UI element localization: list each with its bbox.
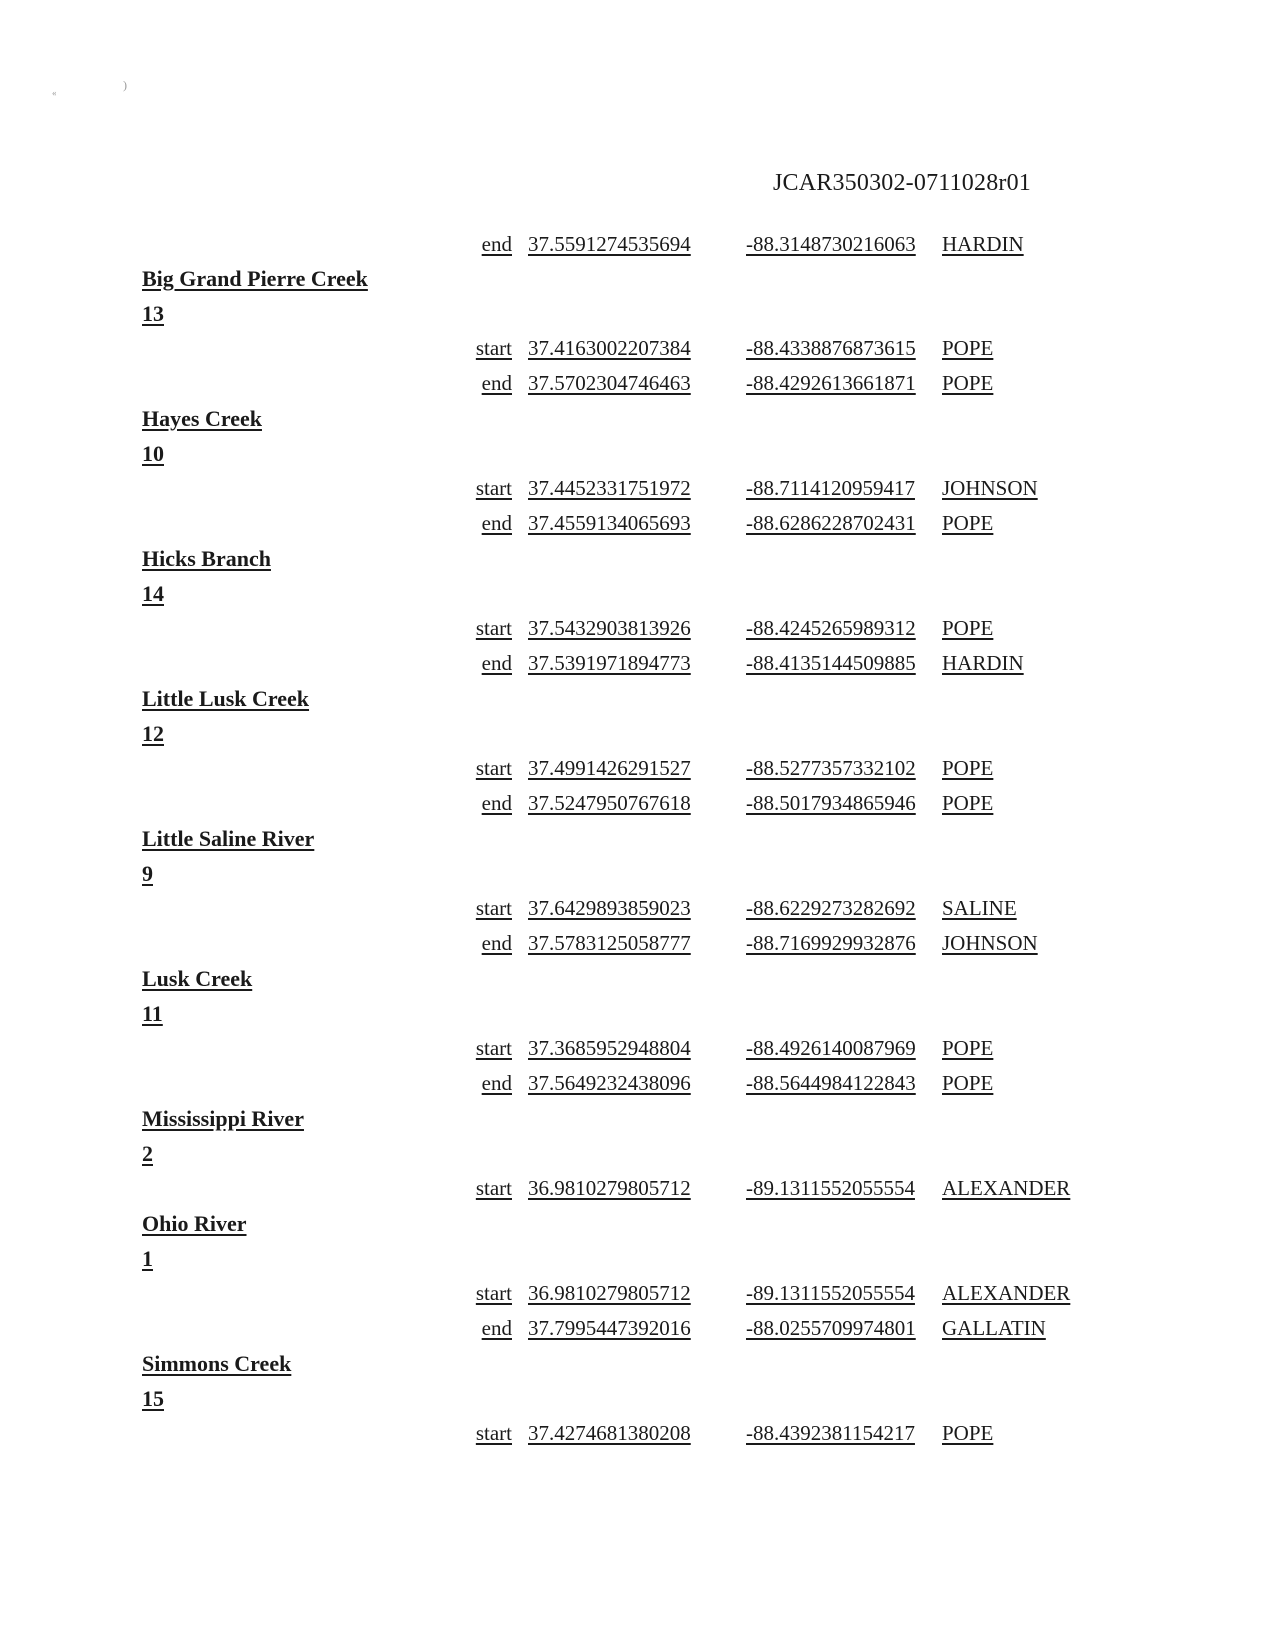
latitude: 37.5783125058777 (528, 931, 691, 955)
longitude: -88.7169929932876 (746, 931, 916, 955)
point-type: start (475, 1036, 512, 1060)
county: POPE (942, 1071, 994, 1095)
latitude: 36.9810279805712 (528, 1281, 691, 1305)
longitude: -89.1311552055554 (746, 1176, 915, 1200)
county: HARDIN (942, 651, 1024, 675)
latitude: 37.4163002207384 (528, 336, 691, 360)
longitude: -89.1311552055554 (746, 1281, 915, 1305)
point-type: start (475, 896, 512, 920)
county: POPE (942, 371, 994, 395)
county: GALLATIN (942, 1316, 1046, 1340)
latitude: 37.5432903813926 (528, 616, 691, 640)
point-type: start (475, 1421, 512, 1445)
stream-id: 14 (142, 581, 164, 606)
latitude: 37.5591274535694 (528, 232, 691, 256)
longitude: -88.4338876873615 (746, 336, 916, 360)
point-row (0, 1316, 1276, 1346)
point-type: start (475, 616, 512, 640)
county: HARDIN (942, 232, 1024, 256)
point-type: end (481, 1316, 512, 1340)
longitude: -88.5644984122843 (746, 1071, 916, 1095)
scan-speck: ) (123, 78, 127, 92)
stream-id: 12 (142, 721, 164, 746)
stream-id: 11 (142, 1001, 163, 1026)
longitude: -88.5017934865946 (746, 791, 916, 815)
point-row (0, 476, 1276, 506)
point-row (0, 1036, 1276, 1066)
point-row (0, 1071, 1276, 1101)
latitude: 37.5702304746463 (528, 371, 691, 395)
latitude: 37.4559134065693 (528, 511, 691, 535)
longitude: -88.4292613661871 (746, 371, 916, 395)
point-type: end (481, 371, 512, 395)
county: POPE (942, 511, 994, 535)
point-row (0, 791, 1276, 821)
stream-name: Lusk Creek (142, 966, 253, 991)
stream-name: Little Saline River (142, 826, 315, 851)
stream-id: 10 (142, 441, 164, 466)
latitude: 37.5247950767618 (528, 791, 691, 815)
county: POPE (942, 616, 994, 640)
stream-name: Hayes Creek (142, 406, 262, 431)
county: POPE (942, 791, 994, 815)
stream-name: Hicks Branch (142, 546, 271, 571)
point-row (0, 336, 1276, 366)
longitude: -88.5277357332102 (746, 756, 916, 780)
point-type: end (481, 1071, 512, 1095)
longitude: -88.4926140087969 (746, 1036, 916, 1060)
point-type: end (481, 511, 512, 535)
scan-speck: « (52, 88, 57, 98)
county: JOHNSON (942, 931, 1038, 955)
stream-name: Ohio River (142, 1211, 247, 1236)
stream-id: 15 (142, 1386, 164, 1411)
county: ALEXANDER (942, 1176, 1071, 1200)
county: ALEXANDER (942, 1281, 1071, 1305)
point-row (0, 756, 1276, 786)
county: POPE (942, 1036, 994, 1060)
longitude: -88.4135144509885 (746, 651, 916, 675)
latitude: 37.4452331751972 (528, 476, 691, 500)
stream-id: 1 (142, 1246, 153, 1271)
stream-name: Simmons Creek (142, 1351, 292, 1376)
county: POPE (942, 756, 994, 780)
point-row (0, 1281, 1276, 1311)
longitude: -88.3148730216063 (746, 232, 916, 256)
point-row (0, 1421, 1276, 1451)
carryover-row (0, 232, 1276, 262)
point-row (0, 371, 1276, 401)
longitude: -88.6286228702431 (746, 511, 916, 535)
longitude: -88.4392381154217 (746, 1421, 915, 1445)
point-row (0, 896, 1276, 926)
latitude: 36.9810279805712 (528, 1176, 691, 1200)
point-type: start (475, 476, 512, 500)
latitude: 37.4274681380208 (528, 1421, 691, 1445)
longitude: -88.0255709974801 (746, 1316, 916, 1340)
point-type: end (481, 931, 512, 955)
latitude: 37.4991426291527 (528, 756, 691, 780)
point-type: end (481, 232, 512, 256)
stream-name: Little Lusk Creek (142, 686, 310, 711)
stream-id: 13 (142, 301, 164, 326)
point-row (0, 1176, 1276, 1206)
county: POPE (942, 336, 994, 360)
stream-name: Mississippi River (142, 1106, 304, 1131)
latitude: 37.3685952948804 (528, 1036, 691, 1060)
point-type: start (475, 1176, 512, 1200)
stream-name: Big Grand Pierre Creek (142, 266, 368, 291)
longitude: -88.4245265989312 (746, 616, 916, 640)
county: SALINE (942, 896, 1017, 920)
longitude: -88.6229273282692 (746, 896, 916, 920)
point-type: start (475, 1281, 512, 1305)
point-row (0, 651, 1276, 681)
point-type: end (481, 651, 512, 675)
point-type: end (481, 791, 512, 815)
point-type: start (475, 336, 512, 360)
latitude: 37.6429893859023 (528, 896, 691, 920)
latitude: 37.5649232438096 (528, 1071, 691, 1095)
point-type: start (475, 756, 512, 780)
county: JOHNSON (942, 476, 1038, 500)
county: POPE (942, 1421, 994, 1445)
stream-id: 2 (142, 1141, 153, 1166)
document-id: JCAR350302-0711028r01 (773, 170, 1031, 196)
latitude: 37.5391971894773 (528, 651, 691, 675)
point-row (0, 511, 1276, 541)
point-row (0, 616, 1276, 646)
stream-id: 9 (142, 861, 153, 886)
latitude: 37.7995447392016 (528, 1316, 691, 1340)
point-row (0, 931, 1276, 961)
longitude: -88.7114120959417 (746, 476, 915, 500)
